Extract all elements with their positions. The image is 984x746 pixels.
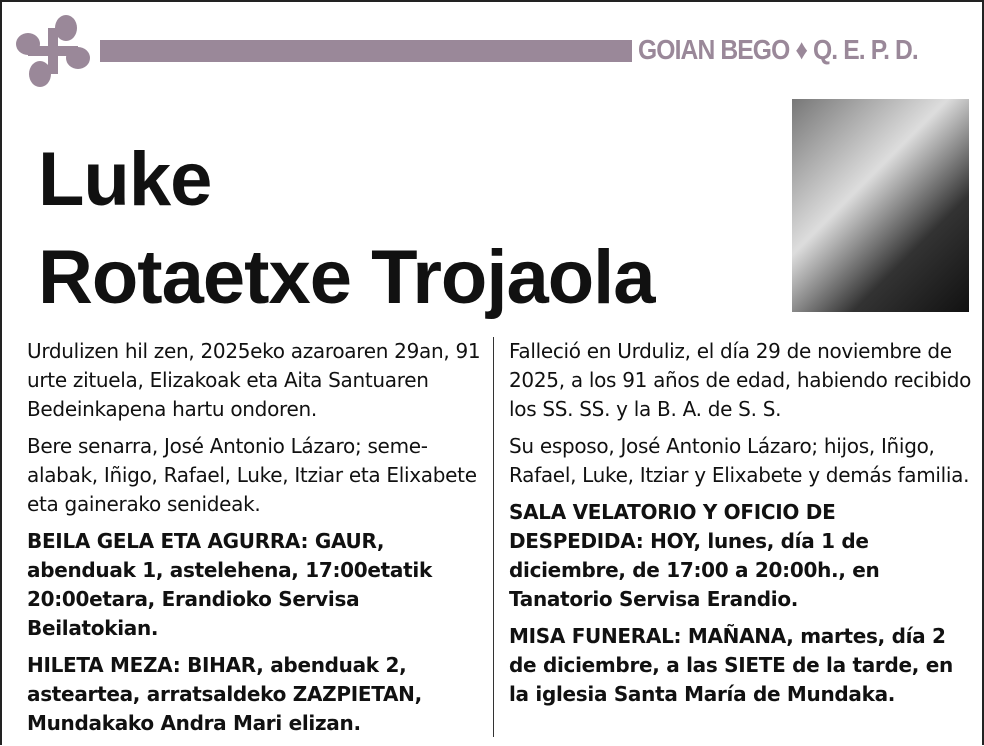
lauburu-icon bbox=[14, 14, 92, 88]
paragraph: Bere senarra, José Antonio Lázaro; seme-alabak, Iñigo, Rafael, Luke, Itziar eta Elixabete eta gainerako senideak. bbox=[27, 434, 477, 516]
paragraph: HILETA MEZA: BIHAR, abenduak 2, asteartea, arratsaldeko ZAZPIETAN, Mundakako Andra Mari elizan. bbox=[27, 653, 422, 735]
paragraph: SALA VELATORIO Y OFICIO DE DESPEDIDA: HOY, lunes, día 1 de diciembre, de 17:00 a 20:00h., en Tanatorio Servisa Erandio. bbox=[509, 500, 880, 611]
paragraph: Falleció en Urduliz, el día 29 de noviembre de 2025, a los 91 años de edad, habiendo recibido los SS. SS. y la B. A. de S. S. bbox=[509, 339, 972, 421]
portrait-photo bbox=[792, 99, 969, 312]
paragraph: BEILA GELA ETA AGURRA: GAUR, abenduak 1, astelehena, 17:00etatik 20:00etara, Erandioko Servisa Beilatokian. bbox=[27, 529, 432, 640]
surnames: Rotaetxe Trojaola bbox=[38, 235, 655, 320]
basque-column bbox=[27, 337, 487, 746]
paragraph: Su esposo, José Antonio Lázaro; hijos, Iñigo, Rafael, Luke, Itziar y Elixabete y demás familia. bbox=[509, 434, 970, 487]
column-divider bbox=[493, 337, 494, 737]
spanish-column bbox=[509, 337, 974, 717]
paragraph: MISA FUNERAL: MAÑANA, martes, día 2 de diciembre, a las SIETE de la tarde, en la iglesia Santa María de Mundaka. bbox=[509, 624, 953, 706]
header-bar bbox=[100, 40, 632, 62]
paragraph: Urdulizen hil zen, 2025eko azaroaren 29an, 91 urte zituela, Elizakoak eta Aita Santuaren Bedeinkapena hartu ondoren. bbox=[27, 339, 481, 421]
first-name: Luke bbox=[38, 137, 212, 222]
brand-text: GOIAN BEGO ♦ Q. E. P. D. bbox=[638, 34, 918, 65]
